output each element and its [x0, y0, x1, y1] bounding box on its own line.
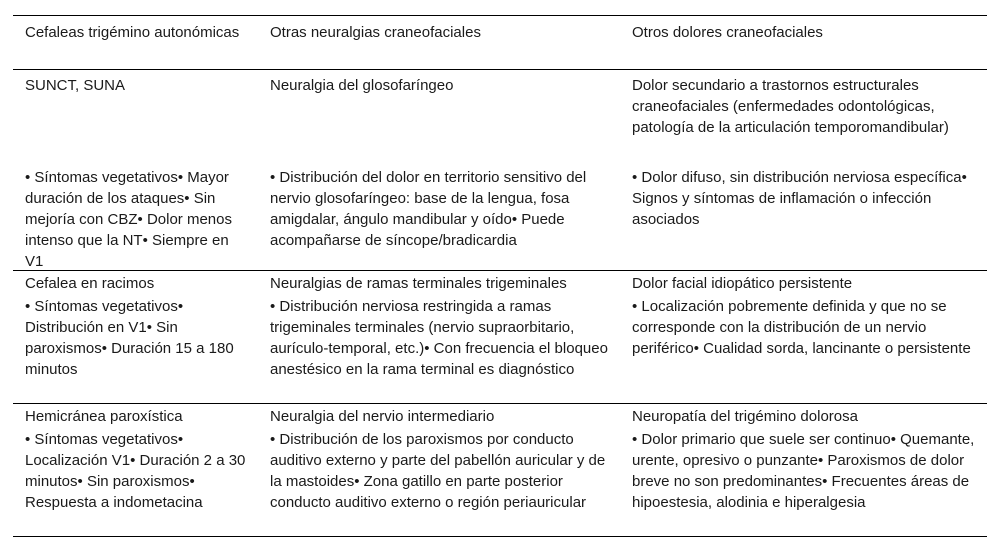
header-col3: Otros dolores craneofaciales	[632, 24, 823, 41]
cell-title: Neuropatía del trigémino dolorosa	[632, 408, 858, 425]
cell-title: Neuralgia del glosofaríngeo	[270, 77, 454, 94]
table-cell	[258, 406, 620, 536]
table-cell	[620, 406, 987, 536]
classification-table	[13, 15, 987, 537]
cell-description: • Distribución de los paroxismos por conducto auditivo externo y parte del pabellón auricular y de la mastoides• Zona gatillo en parte posterior conducto auditivo externo o región periauricular	[270, 431, 606, 511]
table-cell	[13, 273, 258, 403]
table-cell	[13, 406, 258, 536]
cell-title: Neuralgia del nervio intermediario	[270, 408, 495, 425]
cell-description: • Dolor primario que suele ser continuo• Quemante, urente, opresivo o punzante• Paroxismos de dolor breve no son predominantes• Frecuentes áreas de hipoestesia, alodinia e hiperalgesia	[632, 431, 975, 511]
bottom-rule	[13, 536, 987, 537]
table-row	[13, 404, 987, 536]
header-row	[13, 16, 987, 69]
cell-description: • Dolor difuso, sin distribución nerviosa específica• Signos y síntomas de inflamación o infección asociados	[632, 169, 967, 228]
cell-description: • Síntomas vegetativos• Mayor duración de los ataques• Sin mejoría con CBZ• Dolor menos intenso que la NT• Siempre en V1	[25, 169, 232, 270]
cell-title: Cefalea en racimos	[25, 275, 155, 292]
table-row	[13, 271, 987, 403]
table-cell	[620, 75, 987, 270]
cell-description: • Distribución del dolor en territorio sensitivo del nervio glosofaríngeo: base de la lengua, fosa amigdalar, ángulo mandibular y oído• Puede acompañarse de síncope/bradicardia	[270, 169, 587, 249]
cell-title: Dolor facial idiopático persistente	[632, 275, 853, 292]
cell-title: Hemicránea paroxística	[25, 408, 183, 425]
table-row	[13, 70, 987, 270]
cell-description: • Distribución nerviosa restringida a ramas trigeminales terminales (nervio supraorbitario, aurículo-temporal, etc.)• Con frecuencia el bloqueo anestésico en la rama terminal es diagnóstico	[270, 298, 608, 378]
cell-description: • Síntomas vegetativos• Localización V1• Duración 2 a 30 minutos• Sin paroxismos• Respuesta a indometacina	[25, 431, 246, 511]
cell-title: SUNCT, SUNA	[25, 77, 126, 94]
table-cell	[258, 273, 620, 403]
cell-title: Neuralgias de ramas terminales trigeminales	[270, 275, 567, 292]
table-cell	[13, 75, 258, 270]
cell-description: • Síntomas vegetativos• Distribución en V1• Sin paroxismos• Duración 15 a 180 minutos	[25, 298, 234, 378]
table-cell	[258, 75, 620, 270]
table-cell	[620, 273, 987, 403]
cell-title: Dolor secundario a trastornos estructurales craneofaciales (enfermedades odontológicas, patología de la articulación temporomandibular)	[632, 77, 949, 136]
header-col2: Otras neuralgias craneofaciales	[270, 24, 481, 41]
cell-description: • Localización pobremente definida y que no se corresponde con la distribución de un nervio periférico• Cualidad sorda, lancinante o persistente	[632, 298, 971, 357]
header-col1: Cefaleas trigémino autonómicas	[25, 24, 240, 41]
